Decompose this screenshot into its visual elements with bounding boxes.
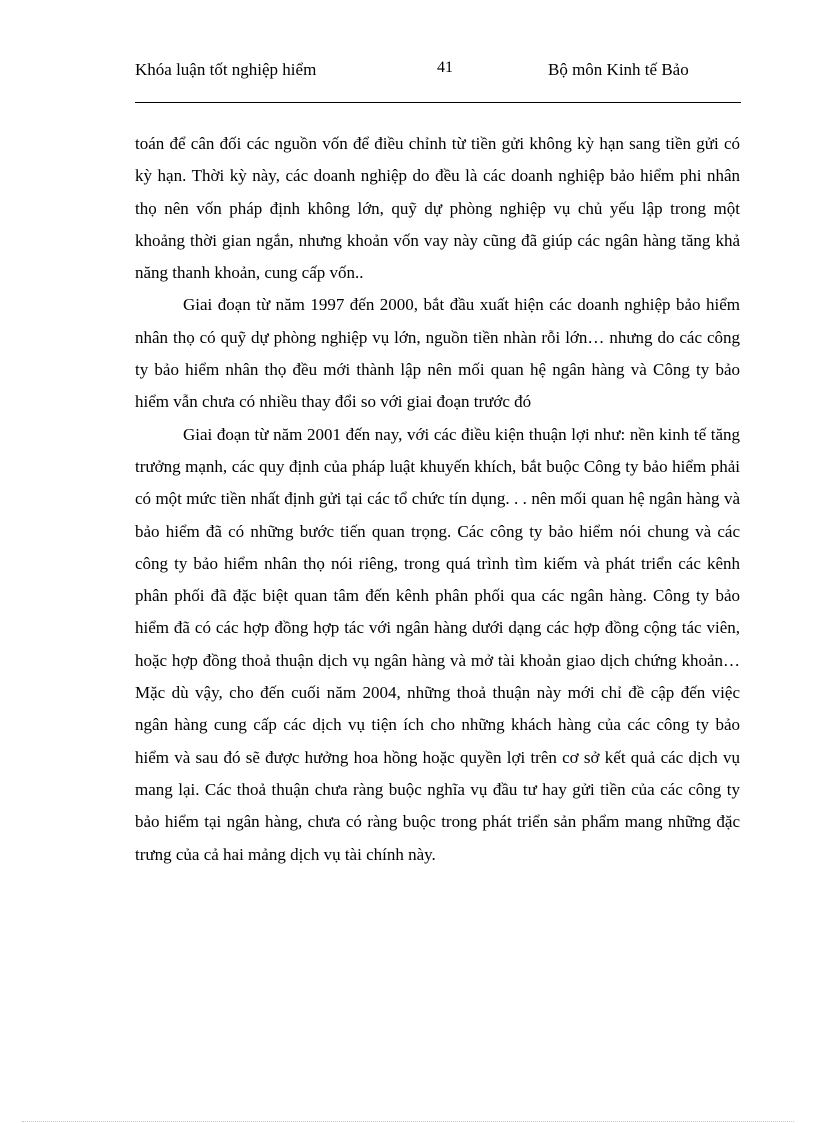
- document-body: [135, 128, 740, 871]
- paragraph-continuation: toán để cân đối các nguồn vốn để điều chỉnh từ tiền gửi không kỳ hạn sang tiền gửi có kỳ hạn. Thời kỳ này, các doanh nghiệp do đều là các doanh nghiệp bảo hiểm phi nhân thọ nên vốn pháp định không lớn, quỹ dự phòng nghiệp vụ chủ yếu lập trong một khoảng thời gian ngắn, nhưng khoản vốn vay này cũng đã giúp các ngân hàng tăng khả năng thanh khoản, cung cấp vốn..: [135, 134, 740, 283]
- paragraph-period-2001-present: Giai đoạn từ năm 2001 đến nay, với các điều kiện thuận lợi như: nền kinh tế tăng trưởng mạnh, các quy định của pháp luật khuyến khích, bắt buộc Công ty bảo hiểm phải có một mức tiền nhất định gửi tại các tổ chức tín dụng. . . nên mối quan hệ ngân hàng và bảo hiểm đã có những bước tiến quan trọng. Các công ty bảo hiểm nói chung và các công ty bảo hiểm nhân thọ nói riêng, trong quá trình tìm kiếm và phát triển các kênh phân phối đã đặc biệt quan tâm đến kênh phân phối qua các ngân hàng. Công ty bảo hiểm đã có các hợp đồng hợp tác với ngân hàng dưới dạng các hợp đồng cộng tác viên, hoặc hợp đồng thoả thuận dịch vụ ngân hàng và mở tài khoản giao dịch chứng khoản… Mặc dù vậy, cho đến cuối năm 2004, những thoả thuận này mới chỉ đề cập đến việc ngân hàng cung cấp các dịch vụ tiện ích cho những khách hàng của các công ty bảo hiểm và sau đó sẽ được hưởng hoa hồng hoặc quyền lợi trên cơ sở kết quả các dịch vụ mang lại. Các thoả thuận chưa ràng buộc nghĩa vụ đầu tư hay gửi tiền của các công ty bảo hiểm tại ngân hàng, chưa có ràng buộc trong phát triển sản phẩm mang những đặc trưng của cả hai mảng dịch vụ tài chính này.: [135, 424, 740, 864]
- header-department: Bộ môn Kinh tế Bảo: [548, 60, 689, 79]
- page-number: 41: [437, 59, 453, 76]
- page-bottom-border: [22, 1121, 794, 1122]
- page-header: [135, 58, 741, 103]
- paragraph-period-1997-2000: Giai đoạn từ năm 1997 đến 2000, bắt đầu xuất hiện các doanh nghiệp bảo hiểm nhân thọ có quỹ dự phòng nghiệp vụ lớn, nguồn tiền nhàn rỗi lớn… nhưng do các công ty bảo hiểm nhân thọ đều mới thành lập nên mối quan hệ ngân hàng và Công ty bảo hiểm vẫn chưa có nhiều thay đổi so với giai đoạn trước đó: [135, 295, 740, 412]
- header-thesis-title: Khóa luận tốt nghiệp hiểm: [135, 60, 317, 79]
